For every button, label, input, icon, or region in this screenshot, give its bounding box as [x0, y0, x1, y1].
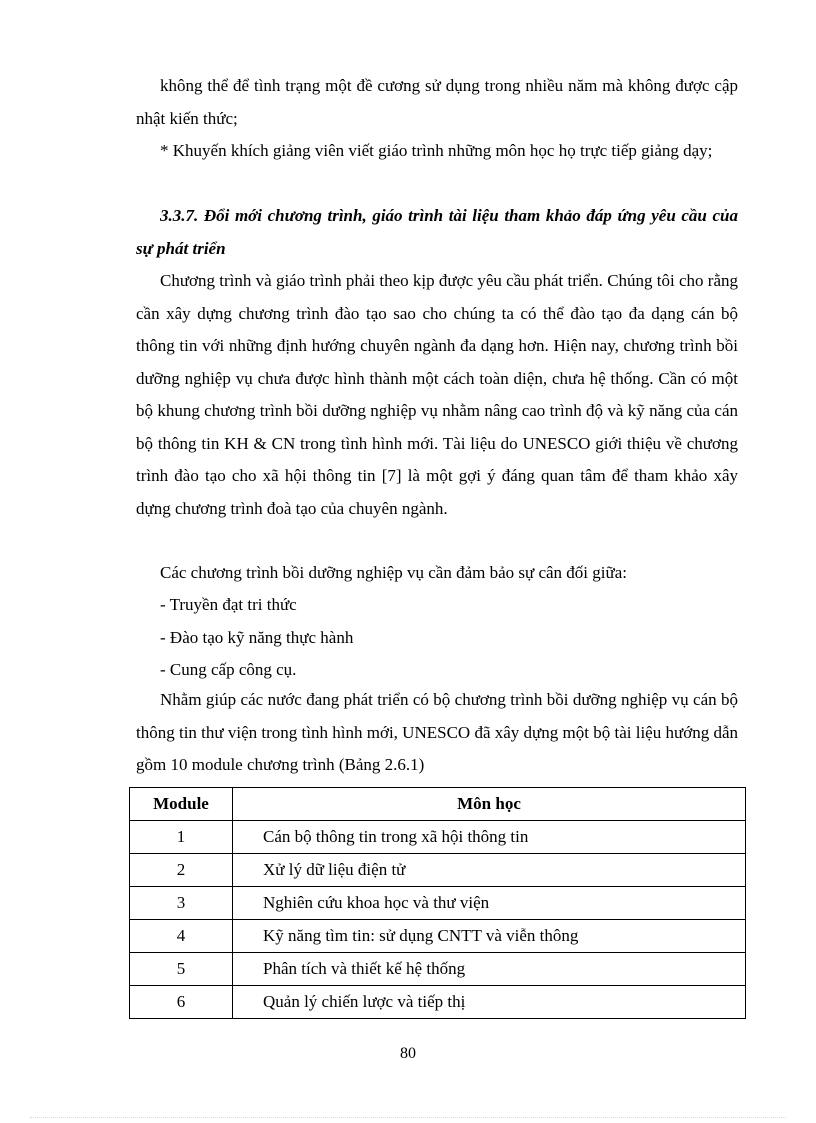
module-table — [129, 787, 746, 1019]
paragraph-balance: Các chương trình bồi dưỡng nghiệp vụ cần đảm bảo sự cân đối giữa: — [160, 563, 627, 582]
module-number: 2 — [130, 854, 233, 887]
table-row — [130, 920, 746, 953]
paragraph-unesco: Nhằm giúp các nước đang phát triển có bộ chương trình bồi dưỡng nghiệp vụ cán bộ thông tin thư viện trong tình hình mới, UNESCO đã xây dựng một bộ tài liệu hướng dẫn gồm 10 module chương trình (Bảng 2.6.1) — [136, 690, 738, 774]
module-subject: Kỹ năng tìm tin: sử dụng CNTT và viễn thông — [233, 920, 746, 953]
paragraph-encourage-lecturers: * Khuyến khích giảng viên viết giáo trình những môn học họ trực tiếp giảng dạy; — [160, 141, 713, 160]
module-subject: Quản lý chiến lược và tiếp thị — [233, 986, 746, 1019]
table-row — [130, 953, 746, 986]
list-item: - Truyền đạt tri thức — [160, 595, 297, 614]
module-number: 6 — [130, 986, 233, 1019]
balance-list — [160, 589, 353, 687]
module-subject: Xử lý dữ liệu điện tử — [233, 854, 746, 887]
table-row — [130, 854, 746, 887]
module-number: 1 — [130, 821, 233, 854]
list-item: - Đào tạo kỹ năng thực hành — [160, 627, 354, 647]
module-number: 5 — [130, 953, 233, 986]
table-row — [130, 986, 746, 1019]
footer-divider — [30, 1117, 786, 1118]
paragraph-curriculum: Chương trình và giáo trình phải theo kịp được yêu cầu phát triển. Chúng tôi cho rằng cần xây dựng chương trình đào tạo sao cho chúng ta có thể đào tạo đa dạng cán bộ thông tin với những định hướng chuyên ngành đa dạng hơn. Hiện nay, chương trình bồi dưỡng nghiệp vụ chưa được hình thành một cách toàn diện, chưa hệ thống. Cần có một bộ khung chương trình bồi dưỡng nghiệp vụ nhằm nâng cao trình độ và kỹ năng của cán bộ thông tin KH & CN trong tình hình mới. Tài liệu do UNESCO giới thiệu về chương trình đào tạo cho xã hội thông tin [7] là một gợi ý đáng quan tâm để tham khảo xây dựng chương trình đoà tạo của chuyên ngành. — [136, 271, 738, 518]
table-header-row — [130, 788, 746, 821]
module-subject: Phân tích và thiết kế hệ thống — [233, 953, 746, 986]
module-number: 3 — [130, 887, 233, 920]
module-subject: Cán bộ thông tin trong xã hội thông tin — [233, 821, 746, 854]
list-item: - Cung cấp công cụ. — [160, 660, 297, 679]
module-number: 4 — [130, 920, 233, 953]
paragraph-outline-update: không thể để tình trạng một đề cương sử dụng trong nhiều năm mà không được cập nhật kiến thức; — [136, 76, 738, 128]
header-subject: Môn học — [233, 788, 746, 821]
table-row — [130, 887, 746, 920]
module-subject: Nghiên cứu khoa học và thư viện — [233, 887, 746, 920]
table-row — [130, 821, 746, 854]
page-number: 80 — [400, 1045, 416, 1062]
section-heading: 3.3.7. Đổi mới chương trình, giáo trình tài liệu tham khảo đáp ứng yêu cầu của sự phát triển — [136, 206, 738, 258]
header-module: Module — [130, 788, 233, 821]
